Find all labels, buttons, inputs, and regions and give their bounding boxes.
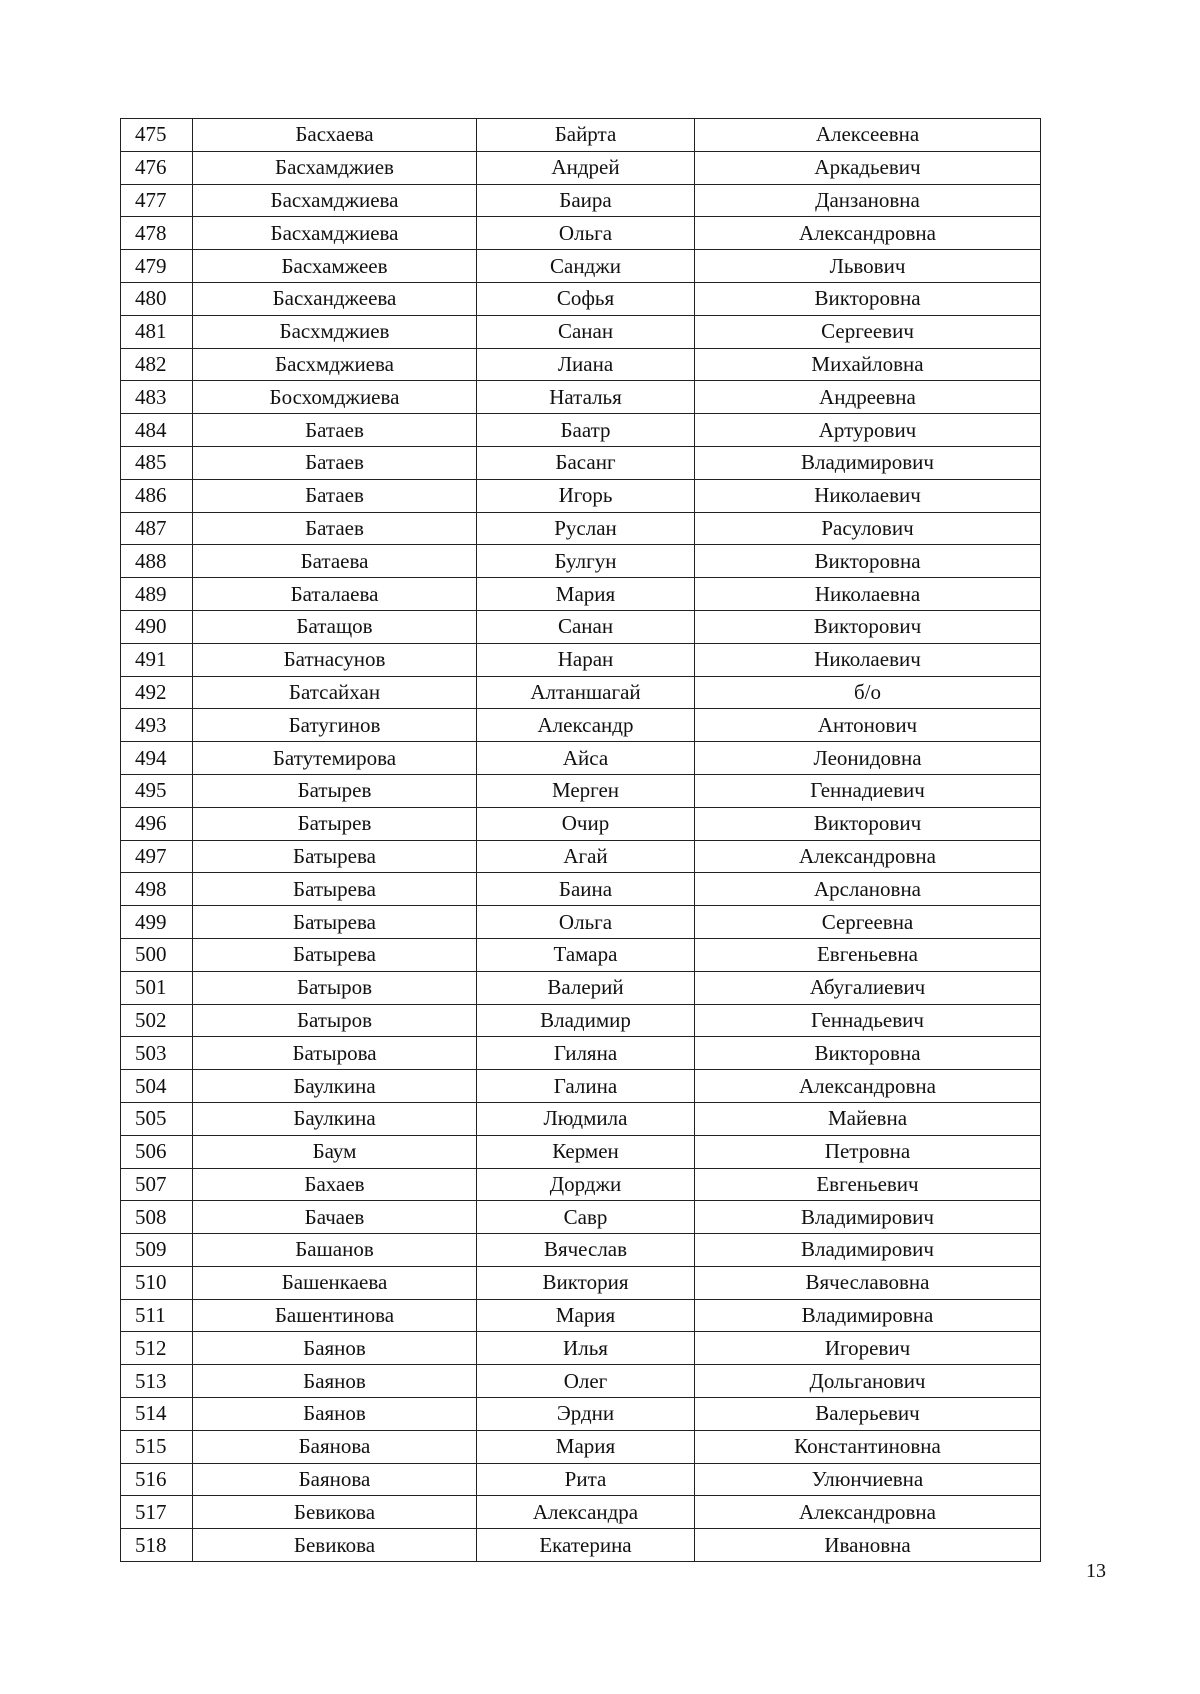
patronymic-cell: Геннадиевич: [695, 774, 1041, 807]
row-number-cell: 487: [121, 512, 193, 545]
row-number-cell: 475: [121, 119, 193, 152]
row-number-cell: 490: [121, 610, 193, 643]
patronymic-cell: Константиновна: [695, 1430, 1041, 1463]
row-number-cell: 508: [121, 1201, 193, 1234]
row-number-cell: 506: [121, 1135, 193, 1168]
table-row: [121, 250, 1041, 283]
table-row: [121, 1529, 1041, 1562]
first-name-cell: Руслан: [477, 512, 695, 545]
last-name-cell: Батырева: [193, 906, 477, 939]
patronymic-cell: Артурович: [695, 414, 1041, 447]
last-name-cell: Батырева: [193, 873, 477, 906]
patronymic-cell: Вячеславовна: [695, 1266, 1041, 1299]
last-name-cell: Батыров: [193, 971, 477, 1004]
patronymic-cell: Ивановна: [695, 1529, 1041, 1562]
last-name-cell: Баулкина: [193, 1070, 477, 1103]
patronymic-cell: Александровна: [695, 840, 1041, 873]
row-number-cell: 516: [121, 1463, 193, 1496]
last-name-cell: Батаева: [193, 545, 477, 578]
table-row: [121, 184, 1041, 217]
last-name-cell: Басхамжеев: [193, 250, 477, 283]
first-name-cell: Софья: [477, 282, 695, 315]
row-number-cell: 515: [121, 1430, 193, 1463]
patronymic-cell: Владимировна: [695, 1299, 1041, 1332]
roster-table-body: [121, 119, 1041, 1562]
last-name-cell: Батыров: [193, 1004, 477, 1037]
patronymic-cell: Александровна: [695, 1496, 1041, 1529]
first-name-cell: Мария: [477, 578, 695, 611]
row-number-cell: 509: [121, 1234, 193, 1267]
last-name-cell: Басхамджиева: [193, 184, 477, 217]
patronymic-cell: б/о: [695, 676, 1041, 709]
patronymic-cell: Петровна: [695, 1135, 1041, 1168]
row-number-cell: 493: [121, 709, 193, 742]
first-name-cell: Айса: [477, 742, 695, 775]
patronymic-cell: Леонидовна: [695, 742, 1041, 775]
row-number-cell: 511: [121, 1299, 193, 1332]
first-name-cell: Очир: [477, 807, 695, 840]
last-name-cell: Баталаева: [193, 578, 477, 611]
patronymic-cell: Игоревич: [695, 1332, 1041, 1365]
last-name-cell: Баянова: [193, 1463, 477, 1496]
first-name-cell: Андрей: [477, 151, 695, 184]
last-name-cell: Батырев: [193, 807, 477, 840]
first-name-cell: Наран: [477, 643, 695, 676]
row-number-cell: 492: [121, 676, 193, 709]
patronymic-cell: Викторовна: [695, 1037, 1041, 1070]
patronymic-cell: Абугалиевич: [695, 971, 1041, 1004]
last-name-cell: Башентинова: [193, 1299, 477, 1332]
row-number-cell: 483: [121, 381, 193, 414]
last-name-cell: Батаев: [193, 479, 477, 512]
last-name-cell: Басханджеева: [193, 282, 477, 315]
table-row: [121, 938, 1041, 971]
first-name-cell: Мария: [477, 1430, 695, 1463]
first-name-cell: Ольга: [477, 217, 695, 250]
table-row: [121, 1496, 1041, 1529]
row-number-cell: 479: [121, 250, 193, 283]
first-name-cell: Баатр: [477, 414, 695, 447]
patronymic-cell: Сергеевич: [695, 315, 1041, 348]
row-number-cell: 488: [121, 545, 193, 578]
first-name-cell: Тамара: [477, 938, 695, 971]
table-row: [121, 381, 1041, 414]
patronymic-cell: Геннадьевич: [695, 1004, 1041, 1037]
first-name-cell: Людмила: [477, 1102, 695, 1135]
row-number-cell: 480: [121, 282, 193, 315]
table-row: [121, 545, 1041, 578]
last-name-cell: Баянов: [193, 1398, 477, 1431]
first-name-cell: Олег: [477, 1365, 695, 1398]
row-number-cell: 512: [121, 1332, 193, 1365]
first-name-cell: Лиана: [477, 348, 695, 381]
first-name-cell: Савр: [477, 1201, 695, 1234]
first-name-cell: Илья: [477, 1332, 695, 1365]
first-name-cell: Баина: [477, 873, 695, 906]
last-name-cell: Босхомджиева: [193, 381, 477, 414]
row-number-cell: 513: [121, 1365, 193, 1398]
row-number-cell: 497: [121, 840, 193, 873]
last-name-cell: Басхмджиева: [193, 348, 477, 381]
row-number-cell: 510: [121, 1266, 193, 1299]
row-number-cell: 496: [121, 807, 193, 840]
row-number-cell: 481: [121, 315, 193, 348]
last-name-cell: Баянов: [193, 1365, 477, 1398]
patronymic-cell: Николаевич: [695, 643, 1041, 676]
patronymic-cell: Антонович: [695, 709, 1041, 742]
patronymic-cell: Алексеевна: [695, 119, 1041, 152]
table-row: [121, 906, 1041, 939]
table-row: [121, 119, 1041, 152]
first-name-cell: Виктория: [477, 1266, 695, 1299]
patronymic-cell: Улюнчиевна: [695, 1463, 1041, 1496]
table-row: [121, 1365, 1041, 1398]
table-row: [121, 414, 1041, 447]
last-name-cell: Батаев: [193, 414, 477, 447]
table-row: [121, 676, 1041, 709]
row-number-cell: 499: [121, 906, 193, 939]
row-number-cell: 495: [121, 774, 193, 807]
table-row: [121, 971, 1041, 1004]
patronymic-cell: Михайловна: [695, 348, 1041, 381]
row-number-cell: 504: [121, 1070, 193, 1103]
patronymic-cell: Расулович: [695, 512, 1041, 545]
patronymic-cell: Сергеевна: [695, 906, 1041, 939]
patronymic-cell: Майевна: [695, 1102, 1041, 1135]
last-name-cell: Башанов: [193, 1234, 477, 1267]
table-row: [121, 1266, 1041, 1299]
patronymic-cell: Аркадьевич: [695, 151, 1041, 184]
first-name-cell: Гиляна: [477, 1037, 695, 1070]
table-row: [121, 1168, 1041, 1201]
row-number-cell: 498: [121, 873, 193, 906]
table-row: [121, 709, 1041, 742]
row-number-cell: 484: [121, 414, 193, 447]
first-name-cell: Санан: [477, 315, 695, 348]
first-name-cell: Вячеслав: [477, 1234, 695, 1267]
first-name-cell: Игорь: [477, 479, 695, 512]
last-name-cell: Батырева: [193, 840, 477, 873]
table-row: [121, 1430, 1041, 1463]
last-name-cell: Басхмджиев: [193, 315, 477, 348]
table-row: [121, 1234, 1041, 1267]
patronymic-cell: Данзановна: [695, 184, 1041, 217]
table-row: [121, 1463, 1041, 1496]
patronymic-cell: Викторовна: [695, 545, 1041, 578]
table-row: [121, 1070, 1041, 1103]
table-row: [121, 1332, 1041, 1365]
last-name-cell: Баум: [193, 1135, 477, 1168]
last-name-cell: Батащов: [193, 610, 477, 643]
table-row: [121, 610, 1041, 643]
patronymic-cell: Викторовна: [695, 282, 1041, 315]
table-row: [121, 348, 1041, 381]
first-name-cell: Санджи: [477, 250, 695, 283]
row-number-cell: 501: [121, 971, 193, 1004]
last-name-cell: Батнасунов: [193, 643, 477, 676]
table-row: [121, 217, 1041, 250]
table-row: [121, 512, 1041, 545]
patronymic-cell: Валерьевич: [695, 1398, 1041, 1431]
last-name-cell: Басхамджиева: [193, 217, 477, 250]
first-name-cell: Галина: [477, 1070, 695, 1103]
first-name-cell: Байрта: [477, 119, 695, 152]
first-name-cell: Эрдни: [477, 1398, 695, 1431]
first-name-cell: Булгун: [477, 545, 695, 578]
first-name-cell: Санан: [477, 610, 695, 643]
row-number-cell: 517: [121, 1496, 193, 1529]
table-row: [121, 282, 1041, 315]
table-row: [121, 1299, 1041, 1332]
last-name-cell: Батаев: [193, 446, 477, 479]
table-row: [121, 315, 1041, 348]
table-row: [121, 873, 1041, 906]
first-name-cell: Мерген: [477, 774, 695, 807]
row-number-cell: 489: [121, 578, 193, 611]
patronymic-cell: Львович: [695, 250, 1041, 283]
row-number-cell: 518: [121, 1529, 193, 1562]
table-row: [121, 1004, 1041, 1037]
table-row: [121, 742, 1041, 775]
last-name-cell: Басхамджиев: [193, 151, 477, 184]
patronymic-cell: Александровна: [695, 217, 1041, 250]
patronymic-cell: Арслановна: [695, 873, 1041, 906]
table-row: [121, 1037, 1041, 1070]
first-name-cell: Александр: [477, 709, 695, 742]
patronymic-cell: Евгеньевна: [695, 938, 1041, 971]
row-number-cell: 494: [121, 742, 193, 775]
first-name-cell: Басанг: [477, 446, 695, 479]
first-name-cell: Кермен: [477, 1135, 695, 1168]
row-number-cell: 478: [121, 217, 193, 250]
row-number-cell: 507: [121, 1168, 193, 1201]
first-name-cell: Дорджи: [477, 1168, 695, 1201]
row-number-cell: 500: [121, 938, 193, 971]
last-name-cell: Баулкина: [193, 1102, 477, 1135]
patronymic-cell: Евгеньевич: [695, 1168, 1041, 1201]
last-name-cell: Батырова: [193, 1037, 477, 1070]
table-row: [121, 1102, 1041, 1135]
row-number-cell: 485: [121, 446, 193, 479]
last-name-cell: Башенкаева: [193, 1266, 477, 1299]
last-name-cell: Батырева: [193, 938, 477, 971]
table-row: [121, 479, 1041, 512]
first-name-cell: Валерий: [477, 971, 695, 1004]
first-name-cell: Ольга: [477, 906, 695, 939]
patronymic-cell: Владимирович: [695, 1201, 1041, 1234]
first-name-cell: Баира: [477, 184, 695, 217]
row-number-cell: 514: [121, 1398, 193, 1431]
row-number-cell: 503: [121, 1037, 193, 1070]
last-name-cell: Басхаева: [193, 119, 477, 152]
patronymic-cell: Андреевна: [695, 381, 1041, 414]
last-name-cell: Батутемирова: [193, 742, 477, 775]
row-number-cell: 502: [121, 1004, 193, 1037]
first-name-cell: Владимир: [477, 1004, 695, 1037]
table-row: [121, 643, 1041, 676]
first-name-cell: Екатерина: [477, 1529, 695, 1562]
patronymic-cell: Владимирович: [695, 1234, 1041, 1267]
patronymic-cell: Викторович: [695, 610, 1041, 643]
row-number-cell: 491: [121, 643, 193, 676]
roster-table: [120, 118, 1041, 1562]
table-row: [121, 774, 1041, 807]
page-number: 13: [1086, 1560, 1106, 1582]
patronymic-cell: Владимирович: [695, 446, 1041, 479]
first-name-cell: Рита: [477, 1463, 695, 1496]
table-row: [121, 807, 1041, 840]
table-row: [121, 1398, 1041, 1431]
patronymic-cell: Николаевич: [695, 479, 1041, 512]
row-number-cell: 477: [121, 184, 193, 217]
last-name-cell: Бевикова: [193, 1496, 477, 1529]
first-name-cell: Агай: [477, 840, 695, 873]
first-name-cell: Наталья: [477, 381, 695, 414]
first-name-cell: Мария: [477, 1299, 695, 1332]
patronymic-cell: Николаевна: [695, 578, 1041, 611]
table-row: [121, 578, 1041, 611]
row-number-cell: 482: [121, 348, 193, 381]
last-name-cell: Бачаев: [193, 1201, 477, 1234]
patronymic-cell: Александровна: [695, 1070, 1041, 1103]
last-name-cell: Батсайхан: [193, 676, 477, 709]
last-name-cell: Батугинов: [193, 709, 477, 742]
last-name-cell: Батырев: [193, 774, 477, 807]
row-number-cell: 486: [121, 479, 193, 512]
last-name-cell: Бевикова: [193, 1529, 477, 1562]
table-row: [121, 151, 1041, 184]
last-name-cell: Бахаев: [193, 1168, 477, 1201]
last-name-cell: Баянов: [193, 1332, 477, 1365]
row-number-cell: 505: [121, 1102, 193, 1135]
table-row: [121, 446, 1041, 479]
row-number-cell: 476: [121, 151, 193, 184]
first-name-cell: Алтаншагай: [477, 676, 695, 709]
last-name-cell: Батаев: [193, 512, 477, 545]
table-row: [121, 840, 1041, 873]
table-row: [121, 1135, 1041, 1168]
last-name-cell: Баянова: [193, 1430, 477, 1463]
patronymic-cell: Викторович: [695, 807, 1041, 840]
table-row: [121, 1201, 1041, 1234]
patronymic-cell: Дольганович: [695, 1365, 1041, 1398]
first-name-cell: Александра: [477, 1496, 695, 1529]
